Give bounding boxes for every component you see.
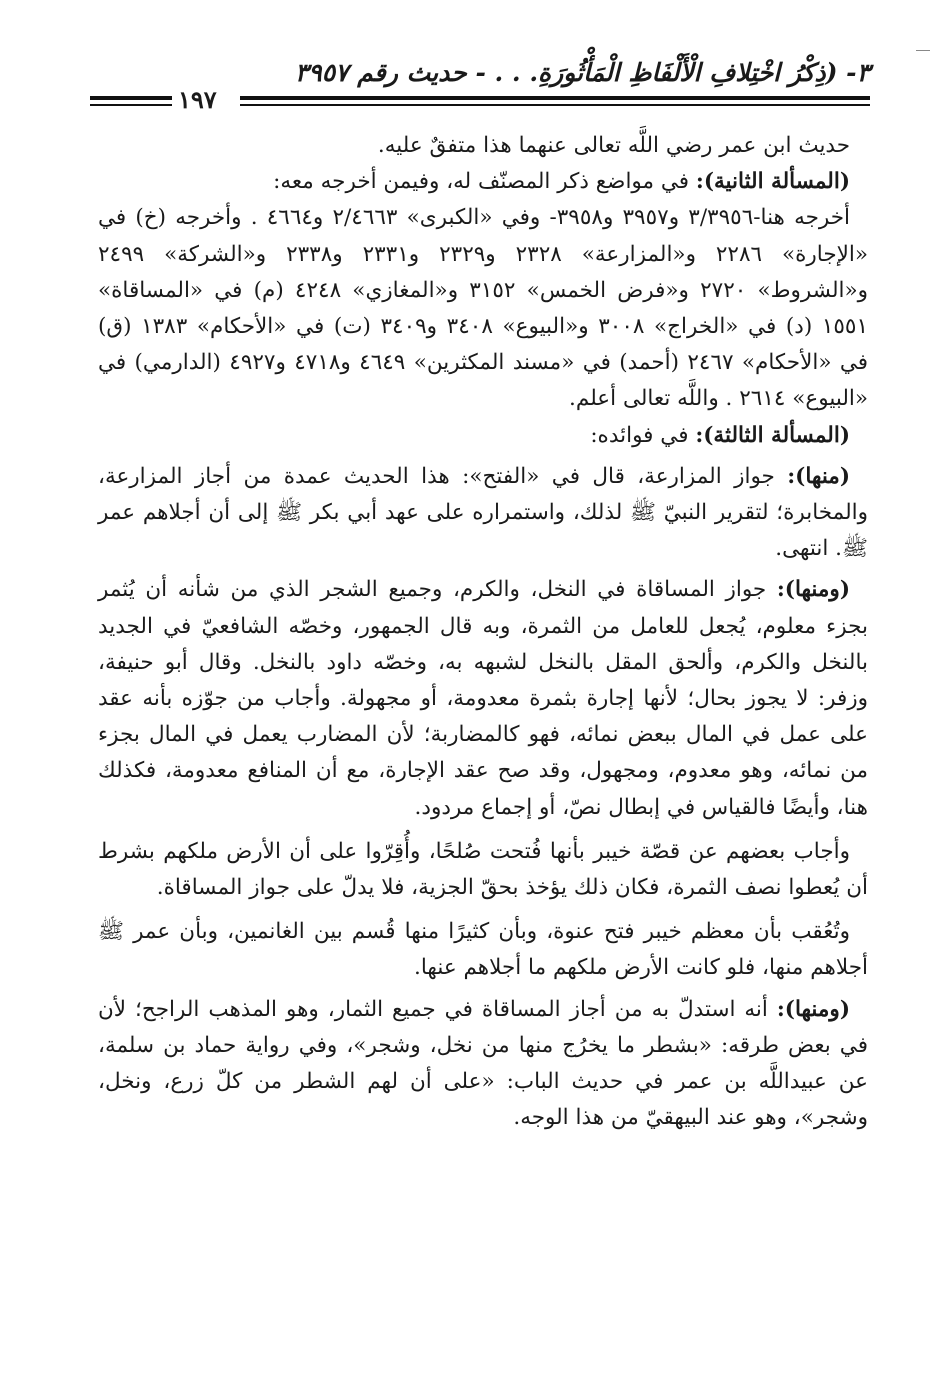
paragraph-lead: (ومنها): <box>776 996 850 1022</box>
paragraph <box>98 459 868 568</box>
paragraph-text: وتُعُقب بأن معظم خيبر فتح عنوة، وبأن كثيرًا منها قُسم بين الغانمين، وبأن عمر ﷺ أجلاهم منها، فلو كانت الأرض ملكهم ما أجلاهم عنها. <box>98 919 868 981</box>
paragraph <box>98 572 868 825</box>
header-rule-thick <box>240 96 870 100</box>
paragraph <box>98 418 868 454</box>
page-header <box>90 56 870 114</box>
paragraph <box>98 164 868 200</box>
paragraph <box>98 992 868 1137</box>
body-text <box>98 128 868 1136</box>
paragraph <box>98 834 868 906</box>
paragraph-lead: (المسألة الثالثة): <box>695 422 850 448</box>
header-rule-thin <box>240 104 870 106</box>
running-title: ٣- (ذِكْرُ اخْتِلافِ الْأَلْفَاظِ الْمَأْثُورَةِ. . . - حديث رقم ٣٩٥٧ <box>294 58 870 87</box>
paragraph <box>98 200 868 417</box>
header-rule-left-thin <box>90 104 172 106</box>
paragraph-text: جواز المساقاة في النخل، والكرم، وجميع الشجر الذي من شأنه أن يُثمر بجزء معلوم، يُجعل للعامل من الثمرة، وبه قال الجمهور، وخصّه الشافعيّ في الجديد بالنخل والكرم، وألحق المقل بالنخل لشبهه به، وخصّه داود بالنخل. وقال أبو حنيفة، وزفر: لا يجوز بحال؛ لأنها إجارة بثمرة معدومة، أو مجهولة. وأجاب من جوّزه بأنه عقد على عمل في المال ببعض نمائه، فهو كالمضاربة؛ لأن المضارب يعمل في المال بجزء من نمائه، وهو معدوم، ومجهول، وقد صح عقد الإجارة، مع أن المنافع معدومة، فكذلك هنا، وأيضًا فالقياس في إبطال نصّ، أو إجماع مردود. <box>98 577 868 820</box>
paragraph-lead: (منها): <box>787 463 850 489</box>
paragraph-lead: (ومنها): <box>776 577 850 603</box>
paragraph-text: في فوائده: <box>590 422 696 448</box>
header-rule-left-thick <box>90 96 172 100</box>
paragraph-text: في مواضع ذكر المصنّف له، وفيمن أخرجه معه: <box>273 169 696 195</box>
paragraph <box>98 128 868 164</box>
paragraph <box>98 914 868 986</box>
paragraph-text: جواز المزارعة، قال في «الفتح»: هذا الحديث عمدة من أجاز المزارعة، والمخابرة؛ لتقرير النبيّ ﷺ لذلك، واستمراره على عهد أبي بكر ﷺ إلى أن أجلاهم عمر ﷺ. انتهى. <box>98 463 868 562</box>
paragraph-lead: (المسألة الثانية): <box>695 169 850 195</box>
paragraph-text: وأجاب بعضهم عن قصّة خيبر بأنها فُتحت صُلحًا، وأُقِرّوا على أن الأرض ملكهم بشرط أن يُعطوا نصف الثمرة، فكان ذلك يؤخذ بحقّ الجزية، فلا يدلّ على جواز المساقاة. <box>98 838 868 901</box>
corner-mark <box>916 50 930 51</box>
paragraph-text: أنه استدلّ به من أجاز المساقاة في جميع الثمار، وهو المذهب الراجح؛ لأن في بعض طرقه: «بشطر ما يخرُج منها من نخل، وشجر»، وفي رواية حماد بن سلمة، عن عبيداللَّه بن عمر في حديث الباب: «على أن لهم الشطر من كلّ زرع، ونخل، وشجر»، وهو عند البيهقيّ من هذا الوجه. <box>98 996 868 1131</box>
paragraph-text: حديث ابن عمر رضي اللَّه تعالى عنهما هذا متفقٌ عليه. <box>377 133 850 158</box>
page-number: ١٩٧ <box>178 85 217 114</box>
paragraph-text: أخرجه هنا-٣/٣٩٥٦ و٣٩٥٧ و٣٩٥٨- وفي «الكبرى» ٢/٤٦٦٣ و٤٦٦٤ . وأخرجه (خ) في «الإجارة» ٢٢٨٦ و«المزارعة» ٢٣٢٨ و٢٣٢٩ و٢٣٣١ و٢٣٣٨ و«الشركة» ٢٤٩٩ و«الشروط» ٢٧٢٠ و«فرض الخمس» ٣١٥٢ و«المغازي» ٤٢٤٨ (م) في «المساقاة» ١٥٥١ (د) في «الخراج» ٣٠٠٨ و«البيوع» ٣٤٠٨ و٣٤٠٩ (ت) في «الأحكام» ١٣٨٣ (ق) في «الأحكام» ٢٤٦٧ (أحمد) في «مسند المكثرين» ٤٦٤٩ و٤٧١٨ و٤٩٢٧ (الدارمي) في «البيوع» ٢٦١٤ . واللَّه تعالى أعلم. <box>98 205 869 412</box>
